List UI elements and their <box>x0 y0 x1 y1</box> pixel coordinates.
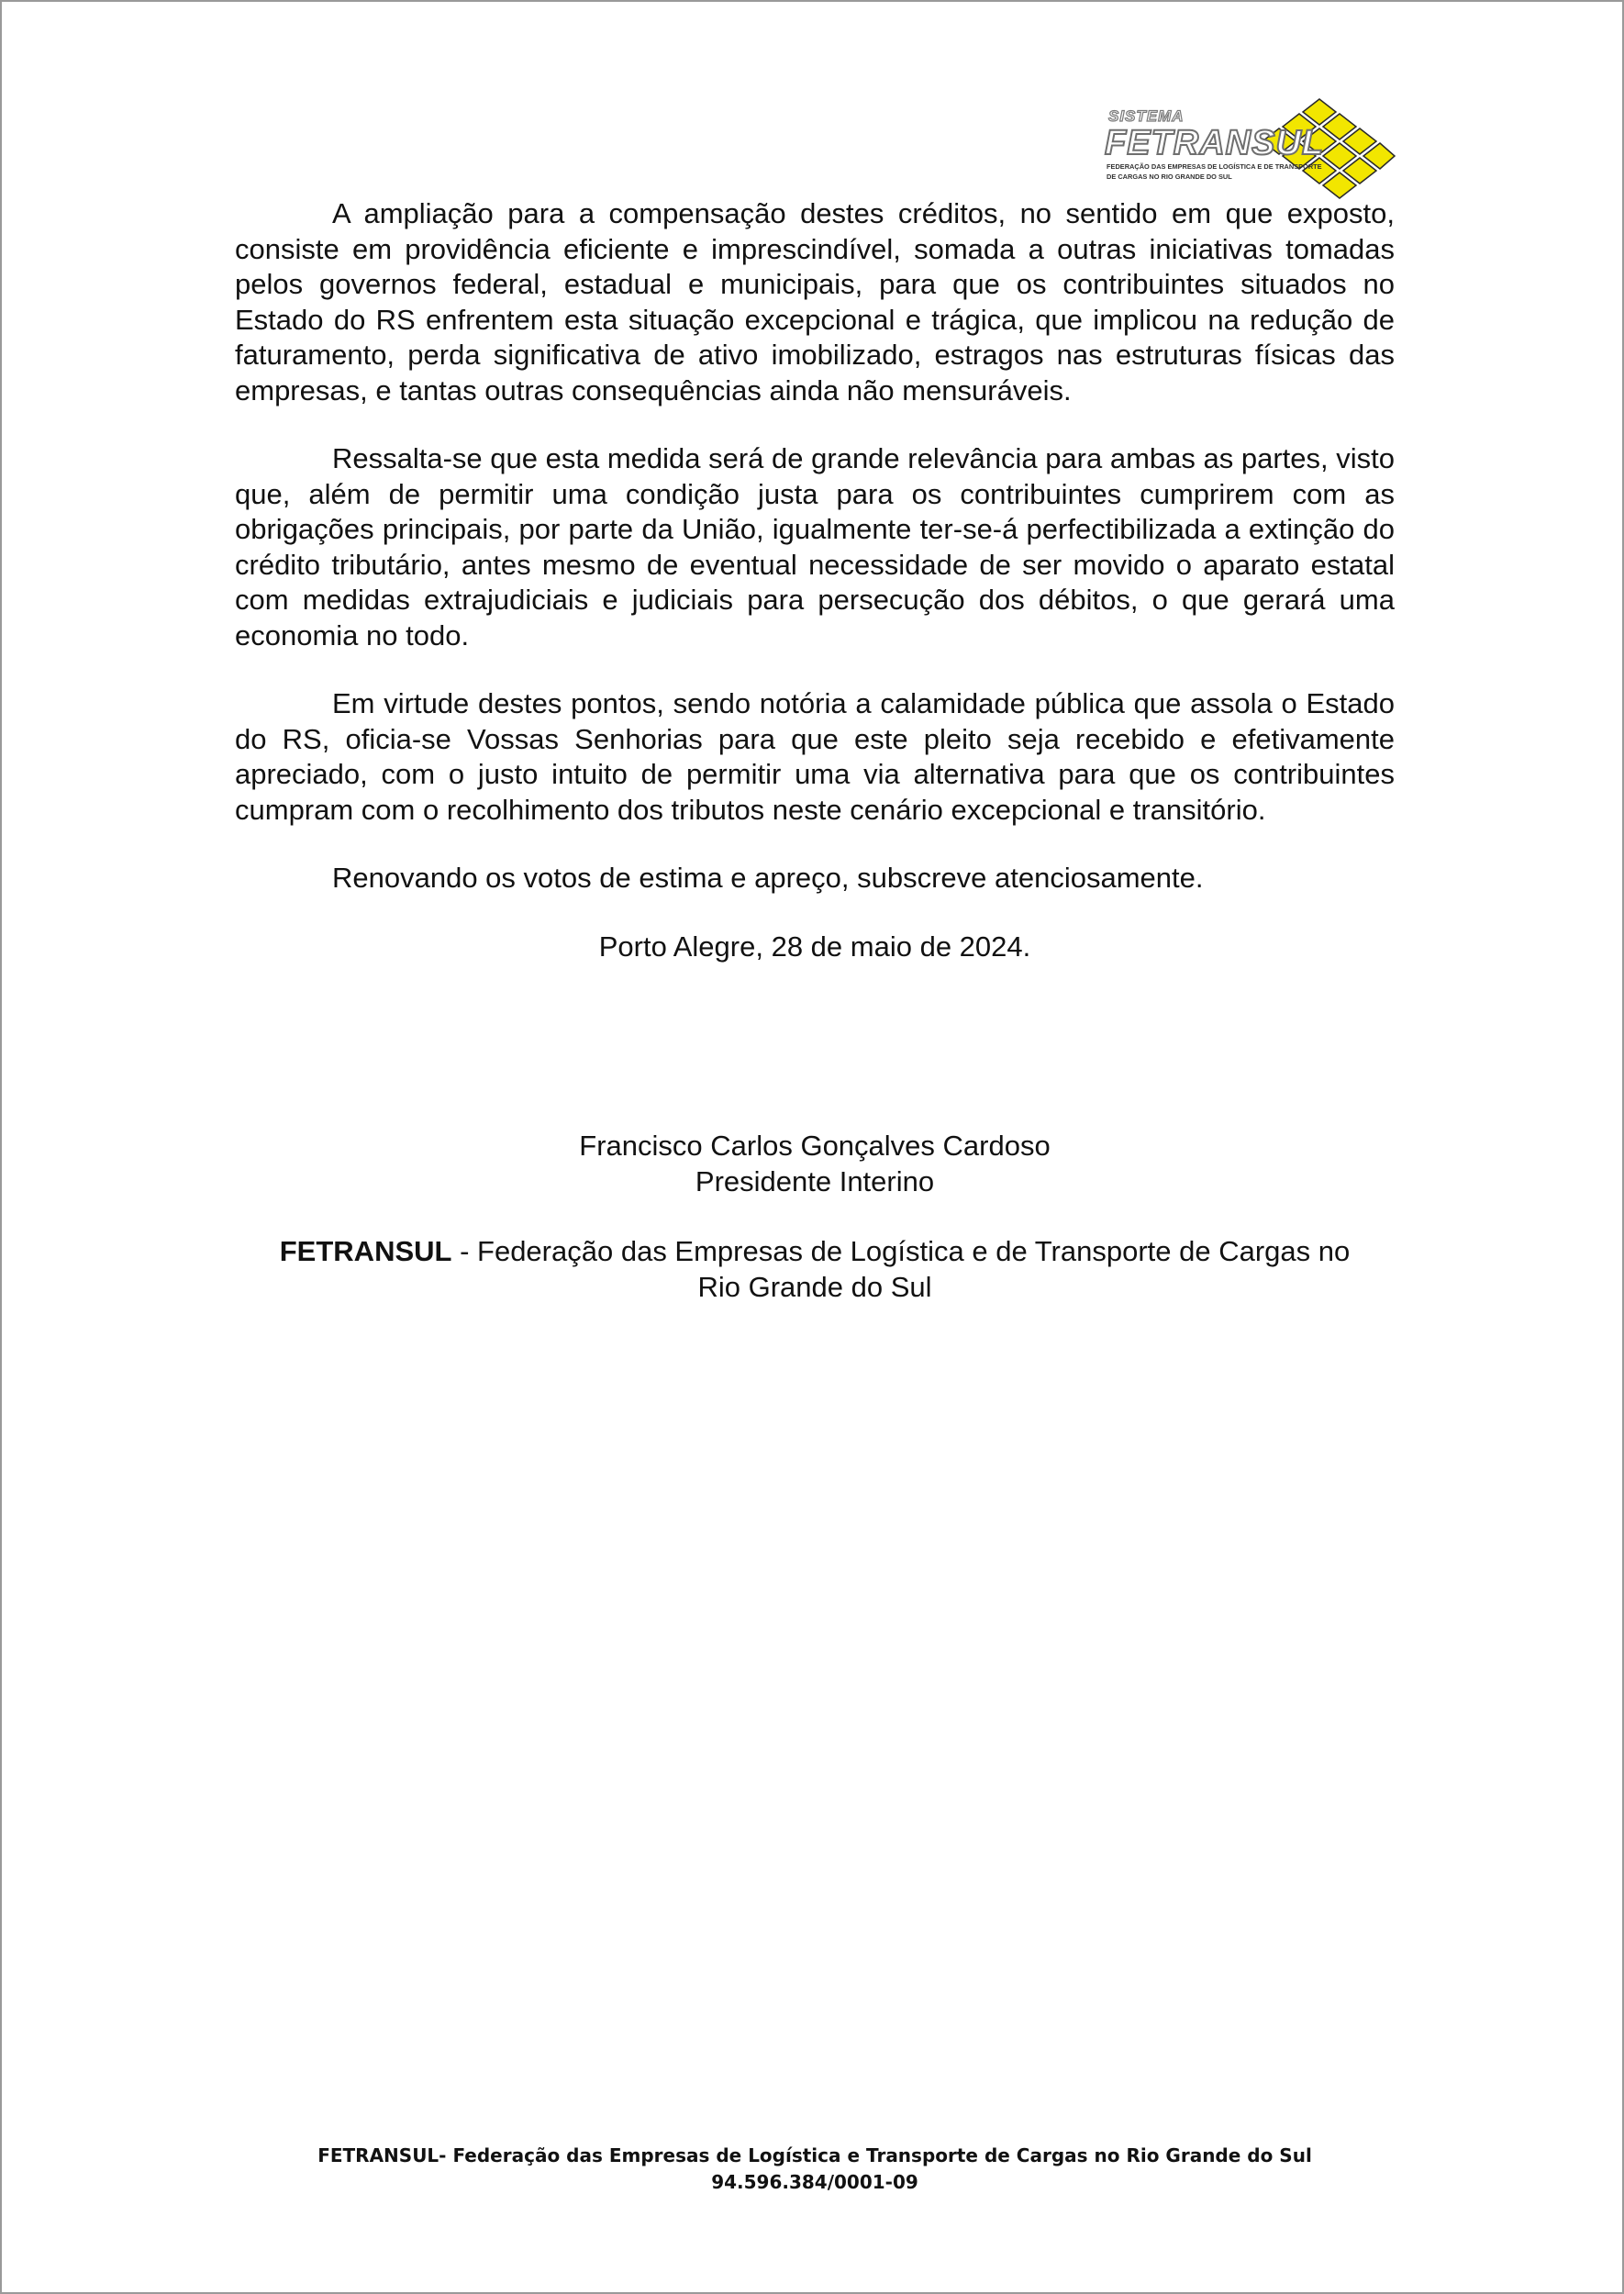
signer-role: Presidente Interino <box>695 1164 935 1197</box>
logo-subtitle-1: FEDERAÇÃO DAS EMPRESAS DE LOGÍSTICA E DE TRANSPORTE <box>1107 162 1322 171</box>
organization-name-line2: Rio Grande do Sul <box>697 1270 932 1303</box>
page-footer <box>235 2143 1395 2196</box>
fetransul-logo-graphic <box>1103 97 1396 204</box>
organization-name <box>235 1234 1395 1270</box>
organization-acronym: FETRANSUL <box>279 1235 452 1267</box>
logo-sistema: SISTEMA <box>1108 107 1185 125</box>
fetransul-logo <box>1103 97 1396 204</box>
signer-name: Francisco Carlos Gonçalves Cardoso <box>579 1130 1051 1162</box>
paragraph-2: Ressalta-se que esta medida será de grande relevância para ambas as partes, visto que, além de permitir uma condição justa para os contribuintes cumprirem com as obrigações principais, por parte da União, igualmente ter-se-á perfectibilizada a extinção do crédito tributário, antes mesmo de eventual necessidade de ser movido o aparato estatal com medidas extrajudiciais e judiciais para persecução dos débitos, o que gerará uma economia no todo. <box>235 442 1395 651</box>
logo-subtitle-2: DE CARGAS NO RIO GRANDE DO SUL <box>1107 173 1232 181</box>
closing-line: Renovando os votos de estima e apreço, subscreve atenciosamente. <box>332 862 1204 894</box>
organization-full-name: - Federação das Empresas de Logística e de Transporte de Cargas no <box>451 1235 1351 1267</box>
letter-body <box>235 196 1395 964</box>
paragraph-1: A ampliação para a compensação destes créditos, no sentido em que exposto, consiste em providência eficiente e imprescindível, somada a outras iniciativas tomadas pelos governos federal, estadual e municipais, para que os contribuintes situados no Estado do RS enfrentem esta situação excepcional e trágica, que implicou na redução de faturamento, perda significativa de ativo imobilizado, estragos nas estruturas físicas das empresas, e tantas outras consequências ainda não mensuráveis. <box>235 197 1395 406</box>
place-date: Porto Alegre, 28 de maio de 2024. <box>598 930 1031 963</box>
logo-name: FETRANSUL <box>1105 124 1325 162</box>
signature-block <box>235 1129 1395 1305</box>
footer-organization: FETRANSUL- Federação das Empresas de Logística e Transporte de Cargas no Rio Grande do Sul <box>317 2144 1312 2166</box>
footer-cnpj: 94.596.384/0001-09 <box>711 2171 918 2193</box>
paragraph-3: Em virtude destes pontos, sendo notória a calamidade pública que assola o Estado do RS, oficia-se Vossas Senhorias para que este pleito seja recebido e efetivamente apreciado, com o justo intuito de permitir uma via alternativa para que os contribuintes cumpram com o recolhimento dos tributos neste cenário excepcional e transitório. <box>235 687 1395 826</box>
